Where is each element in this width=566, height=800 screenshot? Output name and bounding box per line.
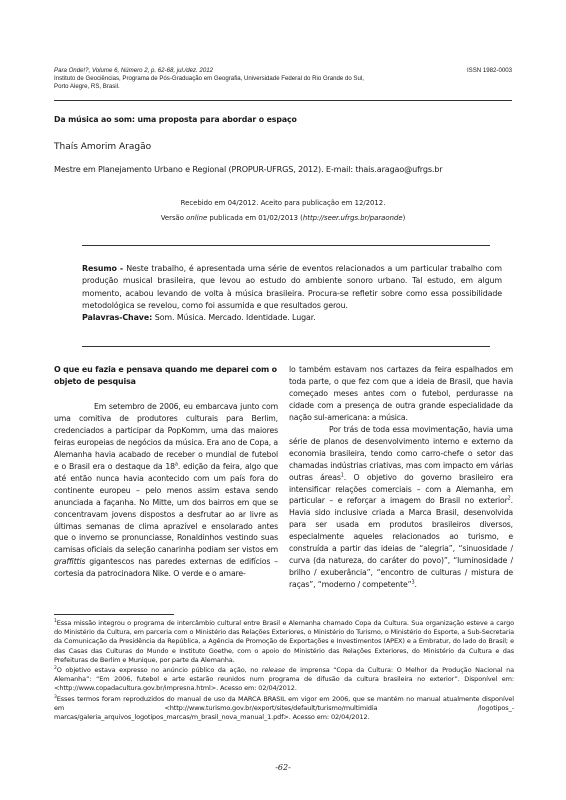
footnote-italic: release	[261, 666, 285, 675]
footnote-number: 3	[54, 694, 57, 700]
header-rule	[54, 100, 512, 101]
journal-header	[54, 67, 512, 91]
text-run: .	[414, 580, 417, 590]
footnotes	[54, 619, 514, 723]
footnote-text: Essa missão integrou o programa de intercâmbio cultural entre Brasil e Alemanha chamado Copa da Cultura. Sua organização esteve a cargo do Ministério da Cultura, em parceria com o Ministério das Relações Exteriores, o Ministério do Turismo, o Ministério do Esporte, a Sub-Secretaria da Comunicação da Presidência da República, a Agência de Promoção de Exportações e Investimentos (APEX) e a Embratur, do lado do Brasil; e das Casas das Culturas do Mundo e Instituto Goethe, com o apoio do Ministério das Relações Exteriores, do Ministério da Cultura e das Prefeituras de Berlim e Munique, por parte da Alemanha.	[54, 619, 514, 664]
header-line	[54, 67, 512, 75]
journal-url[interactable]: http://seer.ufrgs.br/paraonde	[302, 214, 403, 222]
keywords	[82, 312, 502, 324]
left-column	[54, 364, 278, 580]
ordinal-sup: a	[174, 461, 178, 468]
abstract-body: Neste trabalho, é apresentada uma série de eventos relacionados a um particular trabalho com produção musical brasileira, que levou ao estudo do ambiente sonoro urbano. Tal estudo, em algum momento, acabou levando de volta à música brasileira. Procura-se refletir sobre como essa possibilidade metodológica se revelou, como foi assumida e que resultados gerou.	[82, 264, 502, 310]
article-author: Thaís Amorim Aragão	[54, 142, 152, 152]
footnote-text: Esses termos foram reproduzidos do manual de uso da MARCA BRASIL em vigor em 2006, que se mantém no manual atualmente disponível em <http://www.turismo.gov.br/export/sites/default/turismo/multimidia /logotipos_-marcas/galeria_arquivos_logotipos_marcas/m_brasil_nova_manual_1.pdf>. Acesso em: 02/04/2012.	[54, 694, 514, 722]
keywords-list: Som. Música. Mercado. Identidade. Lugar.	[154, 313, 316, 323]
body-paragraph-1	[54, 401, 278, 580]
text-run: . Havia sido inclusive criada a Marca Brasil, desenvolvida para ser usada em produtos brasileiros diversos, especialmente aqueles relacionados ao turismo, e construída a partir das ideias de “alegria”, “sinuosidade / curva (da natureza, do caráter do povo)”, “luminosidade / brilho / exuberância”, “encontro de culturas / mistura de raças”, “moderno / competente”	[289, 496, 513, 590]
right-column	[289, 364, 513, 591]
footnote-number: 2	[54, 665, 57, 671]
text-run: . edição da feira, algo que até então nunca havia acontecido com um país fora do continente europeu – pelo menos assim estava sendo anunciada a façanha. No Mitte, um dos bairros em que se concentravam jovens dispostos a desfrutar ao ar livre as últimas semanas de clima aprazível e ensolarado antes que o inverno se pronunciasse, Ronaldinhos vestindo suas camisas oficiais da seleção canarinha podiam ser vistos em	[54, 461, 278, 555]
text-run: Em setembro de 2006, eu embarcava junto com uma comitiva de produtores culturais para Berlim, credenciados a participar da PopKomm, uma das maiores feiras europeias de negócios da música. Era ano de Copa, a Alemanha havia acabado de receber o mundial de futebol e o Brasil era o destaque da 18	[54, 402, 278, 471]
keywords-label: Palavras-Chave:	[82, 313, 155, 323]
footnote-3	[54, 695, 514, 723]
article-title: Da música ao som: uma proposta para abordar o espaço	[54, 115, 297, 124]
institution-line1: Instituto de Geociências, Programa de Pós-Graduação em Geografia, Universidade Federal do Rio Grande do Sul,	[54, 75, 364, 82]
footnote-text: O objetivo estava expresso no anúncio público da ação, no	[56, 666, 262, 675]
journal-citation: Para Onde!?, Volume 6, Número 2, p. 62-68, jul./dez. 2012	[54, 67, 213, 74]
version-prefix: Versão	[160, 214, 187, 222]
footnote-rule	[54, 614, 174, 615]
text-run: Por trás de toda essa movimentação, havia uma série de planos de desenvolvimento interno e externo da economia brasileira, tendo como carro-chefe o setor das chamadas indústrias criativas, mas com impacto em várias outras áreas	[289, 424, 513, 482]
body-paragraph-3	[289, 424, 513, 591]
body-paragraph-2: lo também estavam nos cartazes da feira espalhados em toda parte, o que fez com que a ideia de Brasil, que havia começado meses antes com o futebol, perdurasse na cidade com a presença de outra grande especialidade da nação sul-americana: a música.	[289, 365, 513, 422]
abstract-label: Resumo -	[82, 264, 127, 273]
page-number: -62-	[275, 763, 291, 772]
version-suffix: publicada em 01/02/2013 (	[207, 214, 303, 222]
footnote-ref-1[interactable]: 1	[340, 472, 344, 478]
online-version	[0, 211, 566, 226]
footnote-ref-2[interactable]: 2	[507, 495, 511, 502]
author-affiliation: Mestre em Planejamento Urbano e Regional (PROPUR-UFRGS, 2012). E-mail: thais.aragao@ufrgs.br	[54, 164, 443, 174]
abstract-block	[82, 263, 502, 324]
footnote-ref-3[interactable]: 3	[411, 579, 415, 586]
abstract-top-rule	[82, 245, 490, 246]
issn: ISSN 1982-0003	[466, 67, 512, 74]
received-date: Recebido em 04/2012. Aceito para publicação em 12/2012.	[180, 199, 386, 207]
text-run: gigantescos nas paredes externas de edifícios – cortesia da patrocinadora Nike. O verde e o amare-	[54, 557, 278, 579]
text-run: . O objetivo do governo brasileiro era intensificar relações comerciais – com a Alemanha, em particular – e reforçar a imagem do Brasil no exterior	[289, 472, 513, 506]
version-online: online	[186, 214, 208, 222]
publication-dates	[0, 196, 566, 226]
version-close: )	[402, 214, 406, 222]
institution-line2: Porto Alegre, RS, Brasil.	[54, 83, 120, 90]
abstract-text	[82, 263, 502, 312]
abstract-bottom-rule	[82, 346, 490, 347]
footnote-1	[54, 619, 514, 665]
footnote-2	[54, 666, 514, 694]
footnote-number: 1	[54, 618, 57, 624]
italic-term: graffittis	[54, 557, 86, 567]
section-title: O que eu fazia e pensava quando me deparei com o objeto de pesquisa	[54, 365, 277, 386]
footnote-text: de imprensa “Copa da Cultura: O Melhor da Produção Nacional na Alemanha”: “Em 2006, futebol e arte estarão reunidos num programa de difusão da cultura brasileira no exterior”. Disponível em: <http://www.copadacultura.gov.br/impresna.html>. Acesso em: 02/04/2012.	[54, 666, 514, 693]
